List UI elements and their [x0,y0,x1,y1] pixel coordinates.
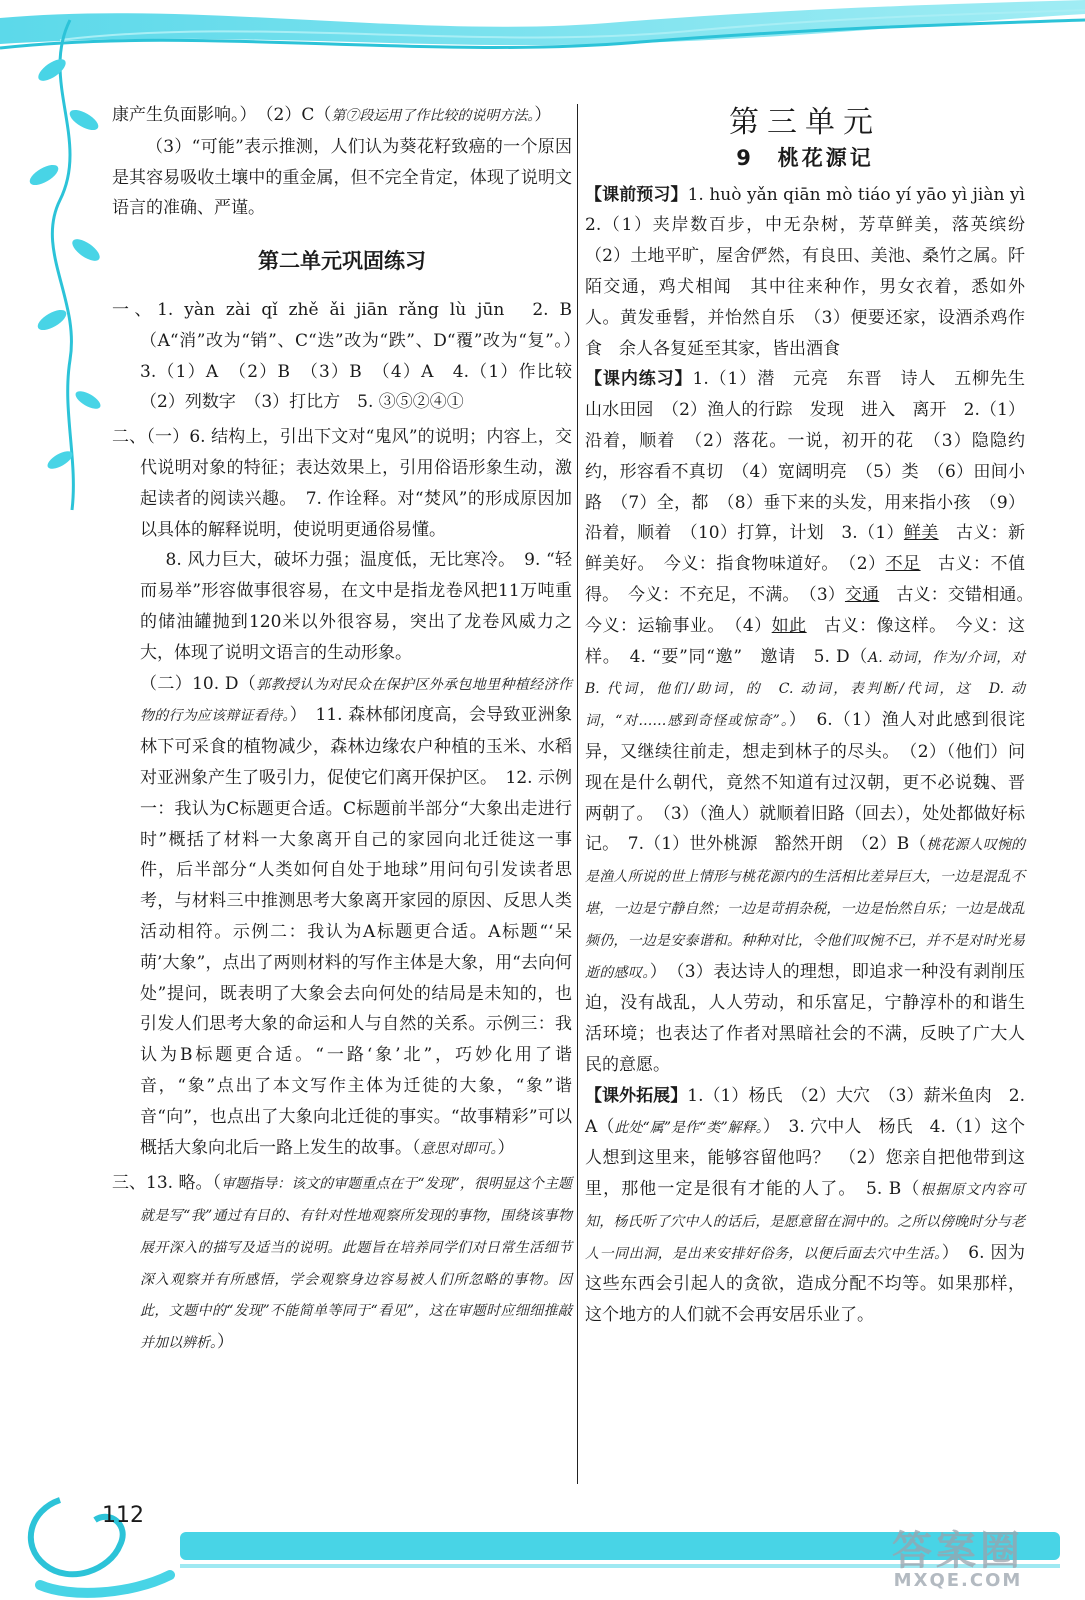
extension-note-2: 根据原文内容可知，杨氏听了穴中人的话后，是愿意留在洞中的。之所以傍晚时分与老人一同出洞，是出来安排好俗务，以便后面去穴中生活。 [585,1182,1025,1262]
extension-note-1: 此处“属”是作“类”解释。 [614,1119,763,1136]
in-class-text-e: 古义：像这样。 今义：这样。 4. “要”同“邀” 邀请 5. D（ [585,615,1026,667]
underlined-word: 不足 [885,554,921,575]
extension-section [585,1081,1025,1331]
pre-study-text: 1. huò yǎn qiān mò tiáo yí yāo yì jiàn yì 2.（1）夹岸数百步，中无杂树，芳草鲜美，落英缤纷 （2）土地平旷，屋舍俨然，有良田、美池、桑竹之属。阡陌交通，鸡犬相闻 其中往来种作，男女衣着，悉如外人。黄发垂髫，并怡然自乐 （3）便要还家，设酒杀鸡作食 余人各复延至其家，皆出酒食 [585,184,1042,359]
part-1-text: 1. yàn zài qǐ zhě ǎi jiān rǎng lù jūn 2. B（A“消”改为“销”、C“迭”改为“跌”、D“覆”改为“复”。） 3.（1）A （2）B （3）B （4）A 4.（1）作比较 （2）列数字 （3）打比方 5. ③⑤②④① [140,299,589,413]
part-3-note: 审题指导：该文的审题重点在于“发现”，很明显这个主题就是写“我”通过有目的、有针对性地观察所发现的事物，围绕该事物展开深入的描写及适当的说明。此题旨在培养同学们对日常生活细节深入观察并有所感悟，学会观察身边容易被人们所忽略的事物。因此，文题中的“发现”不能简单等同于“看见”，这在审题时应细细推敲并加以辨析。 [140,1176,572,1352]
unit-title: 第三单元 [729,105,881,140]
in-class-text-d: 古义：交错相通。 今义：运输事业。 （4） [585,584,1043,636]
extension-text-c: ） 6. 因为这些东西会引起人的贪欲，造成分配不均等。如果那样，这个地方的人们就不会再安居乐业了。 [585,1242,1026,1326]
answer-part-2b [112,545,572,668]
top-ribbon-decoration [0,0,1085,80]
part-2a-text: （一）6. 结构上，引出下文对“鬼风”的说明；内容上，交代说明对象的特征；表达效果上，引用俗语形象生动，激起读者的阅读兴趣。 7. 作诠释。对“焚风”的形成原因加以具体的解释说明，使说明更通俗易懂。 [140,427,573,540]
intro-paragraph-1 [112,100,572,132]
underlined-word: 鲜美 [903,523,939,544]
part-label: 二、 [112,427,147,448]
in-class-text-f: ） 6.（1）渔人对此感到很诧异，又继续往前走，想走到林子的尽头。 （2）（他们）问现在是什么朝代，竟然不知道有过汉朝，更不必说魏、晋两朝了。 （3）（渔人）就顺着旧路（回去），处处都做好标记。 7.（1）世外桃源 豁然开朗 （2）B（ [585,710,1025,855]
answer-part-3 [112,1168,572,1359]
underlined-word: 交通 [844,584,880,605]
column-divider [577,104,578,1484]
watermark [853,1530,1063,1590]
lesson-title: 9 桃花源记 [736,145,874,170]
page-number: 112 [102,1503,144,1528]
in-class-text-g: ） （3）表达诗人的理想，即追求一种没有剥削压迫，没有战乱，人人劳动，和乐富足，宁静淳朴的和谐生活环境；也表达了作者对黑暗社会的不满，反映了广大人民的意愿。 [585,961,1025,1075]
answer-part-1 [112,295,589,418]
part-2c-text: ） 11. 森林郁闭度高，会导致亚洲象林下可采食的植物减少，森林边缘农户种植的玉米、水稻对亚洲象产生了吸引力，促使它们离开保护区。 12. 示例一：我认为C标题更合适。C标题前半部分“大象出走进行时”概括了材料一大象离开自己的家园向北迁徙这一事件，后半部分“人类如何自处于地球”用问句引发读者思考，与材料三中推测思考大象离开家园的原因、反思人类活动相符。示例二：我认为A标题更合适。A标题“‘呆萌’大象”，点出了两则材料的写作主体是大象，用“去向何处”提问，既表明了大象会去向何处的结局是未知的，也引发人们思考大象的命运和人与自然的关系。示例三：我认为B标题更合适。“一路‘象’北”，巧妙化用了谐音，“象”点出了本文写作主体为迁徙的大象，“象”谐音“向”，也点出了大象向北迁徙的事实。“故事精彩”可以概括大象向北后一路上发生的故事。（ [140,705,572,1158]
section-title: 第二单元巩固练习 [258,249,426,274]
watermark-url: MXQE.COM [893,1570,1023,1591]
watermark-logo: 答案圈 [892,1528,1024,1574]
in-class-note-2: 桃花源人叹惋的是渔人所说的世上情形与桃花源内的生活相比差异巨大，一边是混乱不堪，一边是宁静自然；一边是苛捐杂税，一边是怡然自乐；一边是战乱频仍，一边是安泰谐和。种种对比，令他们叹惋不已，并不是对时光易逝的感叹。 [585,837,1026,981]
intro-paragraph-2 [112,132,572,224]
in-class-tag: 【课内练习】 [585,369,693,390]
in-class-text-c: 古义：不值得。 今义：不充足，不满。 （3） [585,554,1025,605]
underlined-word: 如此 [771,615,807,636]
part-2c-close: ） [497,1137,515,1158]
intro-text: 康产生负面影响。） （2）C（ [112,105,332,125]
right-column [585,100,1043,1331]
in-class-text-b: 古义：新鲜美好。 今义：指食物味道好。 （2） [585,523,1026,575]
extension-tag: 【课外拓展】 [585,1085,688,1106]
part-2c-start: （二）10. D（ [140,673,257,694]
in-class-text-a: 1.（1）潜 元亮 东晋 诗人 五柳先生 山水田园 （2）渔人的行踪 发现 进入 离开 2.（1）沿着，顺着 （2）落花。一说，初开的花 （3）隐隐约约，形容看不真切 （4）宽阔明亮 （5）类 （6）田间小路 （7）全，都 （8）垂下来的头发，用来指小孩 （9）沿着，顺着 （10）打算，计划 3.（1） [585,369,1042,544]
pre-study-section [585,180,1042,365]
pre-study-tag: 【课前预习】 [585,184,688,205]
left-column [112,100,589,1359]
part-label: 一、 [112,299,158,320]
extension-text-b: ） 3. 穴中人 杨氏 4.（1）这个人想到这里来，能够容留他吗？ （2）您亲自把他带到这里，那他一定是很有才能的人了。 5. B（ [585,1116,1025,1200]
in-class-note-1: A. 动词，作为/介词，对 B. 代词，他们/助词，的 C. 动词，表判断/代词，这 D. 动词，“对……感到奇怪或惊奇”。 [585,649,1039,730]
part-2c-note-2: 意思对即可。 [420,1140,498,1157]
answer-part-2 [112,422,572,545]
part-2b-text: 8. 风力巨大，破坏力强；温度低，无比寒冷。 9. “轻而易举”形容做事很容易，在文中是指龙卷风把11万吨重的储油罐抛到120米以外很容易，突出了龙卷风威力之大，体现了说明文语言的生动形象。 [140,550,572,663]
intro-note: 第⑦段运用了作比较的说明方法。 [331,108,535,124]
part-2c-note: 郭教授认为对民众在保护区外承包地里种植经济作物的行为应该辩证看待。 [140,676,572,725]
part-3-start: 13. 略。（ [146,1173,222,1194]
intro-close: ） [534,105,552,125]
part-label: 三、 [112,1173,147,1194]
extension-text-a: 1.（1）杨氏 （2）大穴 （3）薪米鱼肉 2. A（ [585,1085,1025,1137]
answer-part-2c [112,669,572,1165]
part-3-close: ） [217,1332,234,1353]
in-class-section [585,364,1043,1080]
vine-decoration [0,0,110,520]
intro-text-2: （3）“可能”表示推测，人们认为葵花籽致癌的一个原因是其容易吸收土壤中的重金属，但不完全肯定，体现了说明文语言的准确、严谨。 [112,136,572,219]
